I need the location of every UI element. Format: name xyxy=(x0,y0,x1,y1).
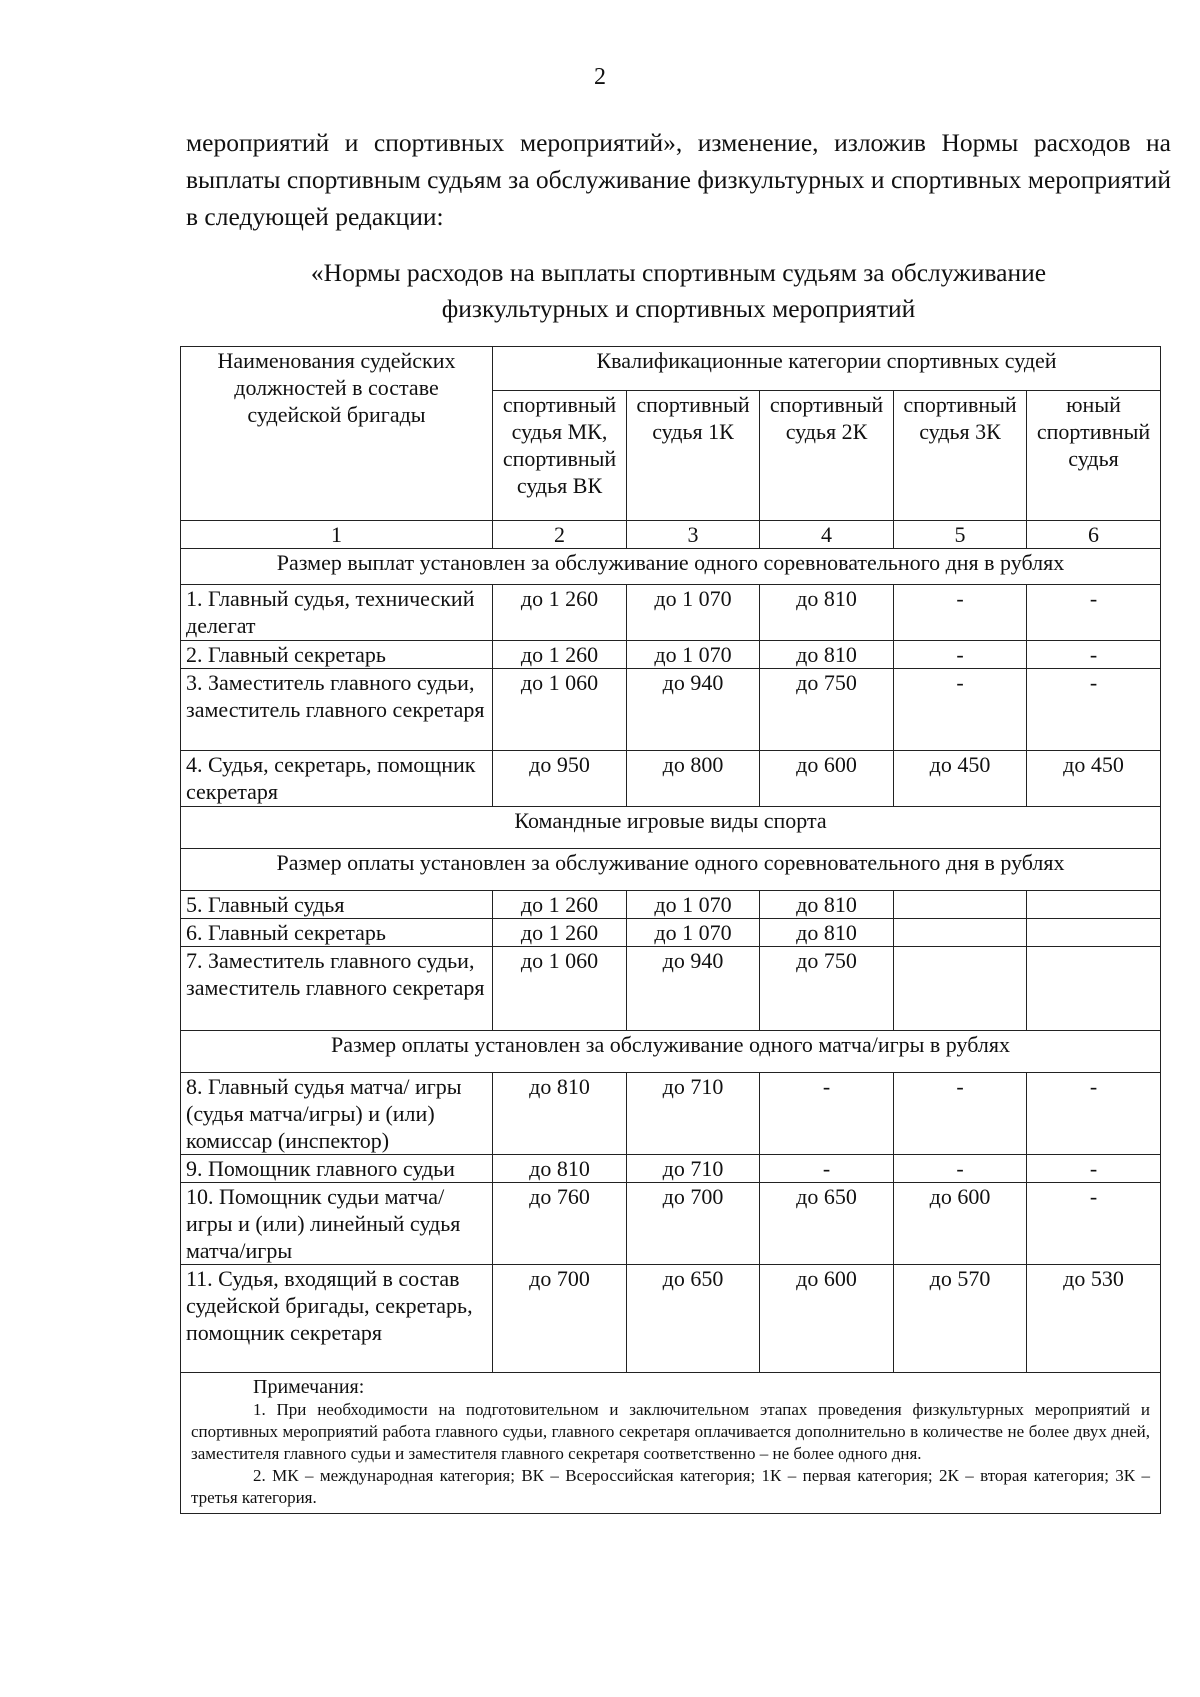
table-row xyxy=(181,1183,1161,1265)
table-row xyxy=(181,751,1161,807)
row-value: до 450 xyxy=(894,751,1027,807)
section-title: Размер выплат установлен за обслуживание одного соревновательного дня в рублях xyxy=(181,549,1161,585)
row-position-name: 7. Заместитель главного судьи, заместитель главного секретаря xyxy=(181,947,493,1031)
row-value: до 1 070 xyxy=(627,919,760,947)
row-value: до 700 xyxy=(493,1265,627,1373)
row-value: - xyxy=(1027,1073,1161,1155)
row-value: до 760 xyxy=(493,1183,627,1265)
row-value: до 810 xyxy=(493,1073,627,1155)
table-row xyxy=(181,585,1161,641)
row-value xyxy=(894,891,1027,919)
row-value: до 570 xyxy=(894,1265,1027,1373)
row-value: - xyxy=(1027,641,1161,669)
row-position-name: 9. Помощник главного судьи xyxy=(181,1155,493,1183)
row-value: до 650 xyxy=(627,1265,760,1373)
header-position-column: Наименования судейских должностей в составе судейской бригады xyxy=(181,347,493,521)
row-value: до 530 xyxy=(1027,1265,1161,1373)
table-row xyxy=(181,947,1161,1031)
notes-title: Примечания: xyxy=(253,1376,365,1398)
norms-title-line-1: «Нормы расходов на выплаты спортивным судьям за обслуживание xyxy=(310,258,1047,287)
column-number: 5 xyxy=(894,521,1027,549)
column-number: 4 xyxy=(760,521,894,549)
note-item: 2. МК – международная категория; ВК – Всероссийская категория; 1К – первая категория; 2К – вторая категория; 3К – третья категория. xyxy=(191,1466,1151,1507)
row-value: - xyxy=(1027,1155,1161,1183)
row-value: до 600 xyxy=(760,1265,894,1373)
row-value xyxy=(1027,919,1161,947)
row-value: - xyxy=(760,1073,894,1155)
note-item: 1. При необходимости на подготовительном и заключительном этапах проведения физкультурных мероприятий и спортивных мероприятий работа главного судьи, главного секретаря оплачивается дополнительно в количестве не более двух дней, заместителя главного судьи и заместителя главного секретаря соответственно – не более одного дня. xyxy=(191,1400,1151,1463)
row-value: до 600 xyxy=(760,751,894,807)
column-number: 6 xyxy=(1027,521,1161,549)
table-row xyxy=(181,669,1161,751)
row-value xyxy=(894,947,1027,1031)
row-value: до 810 xyxy=(493,1155,627,1183)
row-position-name: 4. Судья, секретарь, помощник секретаря xyxy=(181,751,493,807)
row-value: до 1 260 xyxy=(493,891,627,919)
header-categories-group: Квалификационные категории спортивных судей xyxy=(493,347,1161,391)
table-row xyxy=(181,919,1161,947)
row-value: до 650 xyxy=(760,1183,894,1265)
row-value: до 700 xyxy=(627,1183,760,1265)
row-position-name: 8. Главный судья матча/ игры (судья матча/игры) и (или) комиссар (инспектор) xyxy=(181,1073,493,1155)
row-position-name: 2. Главный секретарь xyxy=(181,641,493,669)
row-value: до 950 xyxy=(493,751,627,807)
row-value: до 1 260 xyxy=(493,919,627,947)
row-value: до 710 xyxy=(627,1155,760,1183)
row-value: до 810 xyxy=(760,585,894,641)
table-row xyxy=(181,641,1161,669)
row-value: до 1 060 xyxy=(493,947,627,1031)
row-value: до 1 070 xyxy=(627,585,760,641)
table-row xyxy=(181,1265,1161,1373)
norms-title xyxy=(186,255,1171,327)
row-value: до 710 xyxy=(627,1073,760,1155)
row-value: до 750 xyxy=(760,669,894,751)
team-sports-heading: Командные игровые виды спорта xyxy=(181,807,1161,849)
row-value: - xyxy=(894,641,1027,669)
row-value: до 600 xyxy=(894,1183,1027,1265)
section-title: Размер оплаты установлен за обслуживание одного соревновательного дня в рублях xyxy=(181,849,1161,891)
row-position-name: 11. Судья, входящий в состав судейской бригады, секретарь, помощник секретаря xyxy=(181,1265,493,1373)
row-value: до 810 xyxy=(760,919,894,947)
row-value: до 450 xyxy=(1027,751,1161,807)
row-value: - xyxy=(894,585,1027,641)
row-value: до 1 060 xyxy=(493,669,627,751)
row-value: до 1 070 xyxy=(627,641,760,669)
row-value: - xyxy=(1027,669,1161,751)
table-row xyxy=(181,891,1161,919)
row-value: до 940 xyxy=(627,947,760,1031)
header-category-2k: спортивный судья 2К xyxy=(760,391,894,521)
row-position-name: 5. Главный судья xyxy=(181,891,493,919)
row-value xyxy=(894,919,1027,947)
row-value xyxy=(1027,891,1161,919)
table-row xyxy=(181,1155,1161,1183)
row-position-name: 1. Главный судья, технический делегат xyxy=(181,585,493,641)
row-value: - xyxy=(1027,1183,1161,1265)
page-number: 2 xyxy=(594,64,606,90)
row-value: - xyxy=(894,1155,1027,1183)
row-position-name: 6. Главный секретарь xyxy=(181,919,493,947)
intro-paragraph: мероприятий и спортивных мероприятий», изменение, изложив Нормы расходов на выплаты спортивным судьям за обслуживание физкультурных и спортивных мероприятий в следующей редакции: xyxy=(186,128,1171,231)
column-number: 2 xyxy=(493,521,627,549)
column-number: 3 xyxy=(627,521,760,549)
header-category-youth: юный спортивный судья xyxy=(1027,391,1161,521)
row-value xyxy=(1027,947,1161,1031)
row-value: до 810 xyxy=(760,891,894,919)
row-value: до 1 070 xyxy=(627,891,760,919)
column-numbers-row xyxy=(181,521,1161,549)
table-row xyxy=(181,1073,1161,1155)
header-category-1k: спортивный судья 1К xyxy=(627,391,760,521)
row-value: до 750 xyxy=(760,947,894,1031)
row-value: до 940 xyxy=(627,669,760,751)
header-category-3k: спортивный судья 3К xyxy=(894,391,1027,521)
norms-table xyxy=(180,346,1161,1514)
section-title: Размер оплаты установлен за обслуживание одного матча/игры в рублях xyxy=(181,1031,1161,1073)
row-value: до 1 260 xyxy=(493,585,627,641)
row-value: - xyxy=(1027,585,1161,641)
header-category-mk-vk: спортивный судья МК, спортивный судья ВК xyxy=(493,391,627,521)
row-value: до 810 xyxy=(760,641,894,669)
row-position-name: 3. Заместитель главного судьи, заместитель главного секретаря xyxy=(181,669,493,751)
column-number: 1 xyxy=(181,521,493,549)
notes-block xyxy=(181,1373,1161,1514)
row-value: до 1 260 xyxy=(493,641,627,669)
row-value: - xyxy=(894,669,1027,751)
norms-title-line-2: физкультурных и спортивных мероприятий xyxy=(441,294,916,323)
row-value: - xyxy=(894,1073,1027,1155)
row-value: до 800 xyxy=(627,751,760,807)
row-value: - xyxy=(760,1155,894,1183)
row-position-name: 10. Помощник судьи матча/игры и (или) линейный судья матча/игры xyxy=(181,1183,493,1265)
